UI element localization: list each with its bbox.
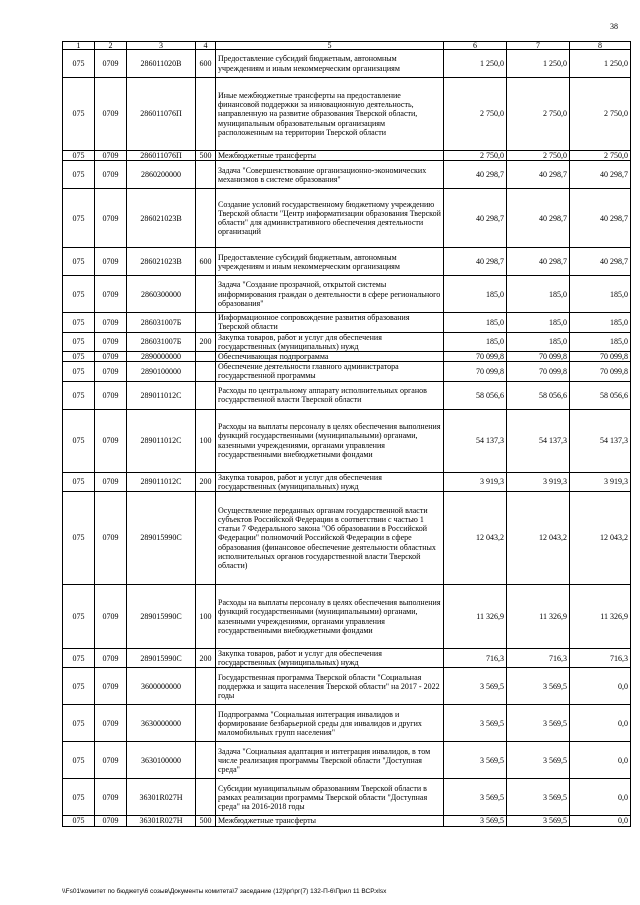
table-row — [63, 276, 631, 313]
code-cell-expense-type — [196, 668, 216, 705]
amount-cell-year-2: 40 298,7 — [507, 161, 570, 189]
table-row — [63, 248, 631, 276]
table-row — [63, 742, 631, 779]
amount-cell-year-1: 185,0 — [444, 332, 507, 351]
description-cell: Задача "Социальная адаптация и интеграция инвалидов, в том числе реализация программы Тверской области "Доступная среда" — [216, 742, 444, 779]
code-cell-section: 0709 — [95, 161, 127, 189]
code-cell-admin: 075 — [63, 276, 95, 313]
code-cell-expense-type — [196, 161, 216, 189]
amount-cell-year-3: 40 298,7 — [570, 189, 631, 248]
header-cell: 2 — [95, 42, 127, 50]
description-cell: Закупка товаров, работ и услуг для обеспечения государственных (муниципальных) нужд — [216, 332, 444, 351]
description-cell: Обеспечение деятельности главного администратора государственной программы — [216, 362, 444, 381]
header-cell: 4 — [196, 42, 216, 50]
code-cell-expense-type — [196, 313, 216, 332]
code-cell-expense-type — [196, 362, 216, 381]
code-cell-expense-type: 600 — [196, 50, 216, 78]
amount-cell-year-3: 0,0 — [570, 705, 631, 742]
header-cell: 6 — [444, 42, 507, 50]
code-cell-admin: 075 — [63, 151, 95, 161]
amount-cell-year-3: 58 056,6 — [570, 381, 631, 409]
amount-cell-year-2: 185,0 — [507, 276, 570, 313]
description-cell: Закупка товаров, работ и услуг для обеспечения государственных (муниципальных) нужд — [216, 472, 444, 491]
code-cell-section: 0709 — [95, 705, 127, 742]
budget-table — [62, 41, 631, 827]
description-cell: Предоставление субсидий бюджетным, автономным учреждениям и иным некоммерческим организациям — [216, 248, 444, 276]
table-row — [63, 352, 631, 362]
amount-cell-year-2: 3 569,5 — [507, 742, 570, 779]
header-cell: 5 — [216, 42, 444, 50]
amount-cell-year-2: 70 099,8 — [507, 362, 570, 381]
amount-cell-year-2: 2 750,0 — [507, 151, 570, 161]
amount-cell-year-3: 185,0 — [570, 276, 631, 313]
description-cell: Расходы по центральному аппарату исполнительных органов государственной власти Тверской области — [216, 381, 444, 409]
code-cell-section: 0709 — [95, 492, 127, 585]
code-cell-expense-type — [196, 742, 216, 779]
code-cell-expense-type — [196, 352, 216, 362]
description-cell: Задача "Совершенствование организационно-экономических механизмов в системе образования" — [216, 161, 444, 189]
code-cell-section: 0709 — [95, 352, 127, 362]
amount-cell-year-3: 0,0 — [570, 779, 631, 816]
table-row — [63, 668, 631, 705]
code-cell-admin: 075 — [63, 472, 95, 491]
table-row — [63, 472, 631, 491]
code-cell-expense-type — [196, 189, 216, 248]
code-cell-section: 0709 — [95, 332, 127, 351]
table-body — [63, 50, 631, 827]
amount-cell-year-1: 3 919,3 — [444, 472, 507, 491]
code-cell-target: 289015990С — [127, 492, 196, 585]
header-row — [63, 42, 631, 50]
amount-cell-year-1: 3 569,5 — [444, 779, 507, 816]
amount-cell-year-3: 70 099,8 — [570, 352, 631, 362]
amount-cell-year-1: 1 250,0 — [444, 50, 507, 78]
amount-cell-year-2: 3 569,5 — [507, 668, 570, 705]
code-cell-target: 289015990С — [127, 649, 196, 668]
amount-cell-year-2: 11 326,9 — [507, 585, 570, 649]
code-cell-target: 2890100000 — [127, 362, 196, 381]
code-cell-target: 2860300000 — [127, 276, 196, 313]
amount-cell-year-1: 40 298,7 — [444, 189, 507, 248]
amount-cell-year-3: 1 250,0 — [570, 50, 631, 78]
code-cell-target: 286021023В — [127, 248, 196, 276]
code-cell-section: 0709 — [95, 362, 127, 381]
code-cell-target: 289011012С — [127, 409, 196, 472]
code-cell-expense-type: 100 — [196, 409, 216, 472]
table-row — [63, 492, 631, 585]
amount-cell-year-2: 70 099,8 — [507, 352, 570, 362]
table-row — [63, 151, 631, 161]
header-cell: 3 — [127, 42, 196, 50]
code-cell-section: 0709 — [95, 472, 127, 491]
code-cell-section: 0709 — [95, 668, 127, 705]
amount-cell-year-3: 70 099,8 — [570, 362, 631, 381]
amount-cell-year-1: 70 099,8 — [444, 362, 507, 381]
code-cell-expense-type — [196, 381, 216, 409]
table-row — [63, 362, 631, 381]
code-cell-admin: 075 — [63, 78, 95, 151]
code-cell-admin: 075 — [63, 313, 95, 332]
code-cell-expense-type — [196, 492, 216, 585]
amount-cell-year-1: 185,0 — [444, 313, 507, 332]
code-cell-target: 3600000000 — [127, 668, 196, 705]
amount-cell-year-2: 716,3 — [507, 649, 570, 668]
code-cell-admin: 075 — [63, 248, 95, 276]
table-row — [63, 649, 631, 668]
code-cell-target: 286011020В — [127, 50, 196, 78]
amount-cell-year-1: 3 569,5 — [444, 668, 507, 705]
code-cell-section: 0709 — [95, 313, 127, 332]
amount-cell-year-1: 54 137,3 — [444, 409, 507, 472]
table-row — [63, 161, 631, 189]
code-cell-section: 0709 — [95, 381, 127, 409]
table-row — [63, 585, 631, 649]
amount-cell-year-3: 11 326,9 — [570, 585, 631, 649]
code-cell-section: 0709 — [95, 409, 127, 472]
description-cell: Подпрограмма "Социальная интеграция инвалидов и формирование безбарьерной среды для инвалидов и других маломобильных групп населения" — [216, 705, 444, 742]
page-number: 38 — [610, 22, 618, 31]
code-cell-admin: 075 — [63, 492, 95, 585]
code-cell-admin: 075 — [63, 649, 95, 668]
code-cell-expense-type: 200 — [196, 332, 216, 351]
amount-cell-year-3: 185,0 — [570, 332, 631, 351]
amount-cell-year-1: 716,3 — [444, 649, 507, 668]
amount-cell-year-2: 185,0 — [507, 332, 570, 351]
code-cell-section: 0709 — [95, 816, 127, 826]
description-cell: Расходы на выплаты персоналу в целях обеспечения выполнения функций государственными (муниципальными) органами, казенными учреждениями, органами управления государственными внебюджетными фондами — [216, 585, 444, 649]
amount-cell-year-1: 185,0 — [444, 276, 507, 313]
description-cell: Государственная программа Тверской области "Социальная поддержка и защита населения Тверской области" на 2017 - 2022 годы — [216, 668, 444, 705]
code-cell-target: 3630100000 — [127, 742, 196, 779]
amount-cell-year-1: 2 750,0 — [444, 78, 507, 151]
amount-cell-year-2: 3 569,5 — [507, 816, 570, 826]
description-cell: Создание условий государственному бюджетному учреждению Тверской области "Центр информатизации образования Тверской области" для административного обеспечения деятельности организаций — [216, 189, 444, 248]
table-row — [63, 705, 631, 742]
code-cell-admin: 075 — [63, 50, 95, 78]
code-cell-target: 2860200000 — [127, 161, 196, 189]
code-cell-section: 0709 — [95, 276, 127, 313]
header-cell: 1 — [63, 42, 95, 50]
table-row — [63, 381, 631, 409]
amount-cell-year-1: 3 569,5 — [444, 816, 507, 826]
code-cell-admin: 075 — [63, 705, 95, 742]
amount-cell-year-2: 3 569,5 — [507, 705, 570, 742]
code-cell-admin: 075 — [63, 189, 95, 248]
code-cell-expense-type — [196, 78, 216, 151]
amount-cell-year-2: 3 919,3 — [507, 472, 570, 491]
header-cell: 8 — [570, 42, 631, 50]
amount-cell-year-1: 2 750,0 — [444, 151, 507, 161]
amount-cell-year-1: 40 298,7 — [444, 161, 507, 189]
code-cell-expense-type: 500 — [196, 816, 216, 826]
code-cell-expense-type: 100 — [196, 585, 216, 649]
amount-cell-year-1: 70 099,8 — [444, 352, 507, 362]
amount-cell-year-3: 40 298,7 — [570, 161, 631, 189]
code-cell-section: 0709 — [95, 742, 127, 779]
amount-cell-year-1: 3 569,5 — [444, 742, 507, 779]
description-cell: Расходы на выплаты персоналу в целях обеспечения выполнения функций государственными (муниципальными) органами, казенными учреждениями, органами управления государственными внебюджетными фондами — [216, 409, 444, 472]
code-cell-admin: 075 — [63, 585, 95, 649]
code-cell-admin: 075 — [63, 362, 95, 381]
code-cell-expense-type: 500 — [196, 151, 216, 161]
code-cell-target: 36301R027Н — [127, 779, 196, 816]
amount-cell-year-3: 2 750,0 — [570, 151, 631, 161]
code-cell-target: 289015990С — [127, 585, 196, 649]
table-row — [63, 332, 631, 351]
description-cell: Межбюджетные трансферты — [216, 816, 444, 826]
code-cell-expense-type — [196, 705, 216, 742]
code-cell-section: 0709 — [95, 248, 127, 276]
code-cell-section: 0709 — [95, 50, 127, 78]
amount-cell-year-2: 3 569,5 — [507, 779, 570, 816]
code-cell-admin: 075 — [63, 668, 95, 705]
code-cell-admin: 075 — [63, 816, 95, 826]
code-cell-target: 286011076П — [127, 151, 196, 161]
amount-cell-year-1: 58 056,6 — [444, 381, 507, 409]
amount-cell-year-2: 185,0 — [507, 313, 570, 332]
amount-cell-year-1: 40 298,7 — [444, 248, 507, 276]
amount-cell-year-3: 0,0 — [570, 742, 631, 779]
code-cell-target: 286011076П — [127, 78, 196, 151]
code-cell-expense-type: 200 — [196, 472, 216, 491]
amount-cell-year-1: 12 043,2 — [444, 492, 507, 585]
amount-cell-year-3: 54 137,3 — [570, 409, 631, 472]
code-cell-section: 0709 — [95, 649, 127, 668]
amount-cell-year-2: 58 056,6 — [507, 381, 570, 409]
code-cell-target: 286021023В — [127, 189, 196, 248]
code-cell-target: 289011012С — [127, 472, 196, 491]
code-cell-expense-type — [196, 276, 216, 313]
code-cell-section: 0709 — [95, 151, 127, 161]
code-cell-expense-type — [196, 779, 216, 816]
amount-cell-year-3: 2 750,0 — [570, 78, 631, 151]
code-cell-admin: 075 — [63, 352, 95, 362]
amount-cell-year-3: 0,0 — [570, 816, 631, 826]
file-path-footer: \\Fs01\комитет по бюджету\6 созыв\Документы комитета\7 заседание (12)\рг\рг(7) 132-П-6\Прил 11 ВСР.xlsx — [62, 888, 387, 895]
code-cell-target: 289011012С — [127, 381, 196, 409]
description-cell: Задача "Создание прозрачной, открытой системы информирования граждан о деятельности в сфере регионального образования" — [216, 276, 444, 313]
table-row — [63, 779, 631, 816]
code-cell-admin: 075 — [63, 161, 95, 189]
table-row — [63, 816, 631, 826]
amount-cell-year-1: 11 326,9 — [444, 585, 507, 649]
amount-cell-year-3: 12 043,2 — [570, 492, 631, 585]
table-row — [63, 313, 631, 332]
code-cell-admin: 075 — [63, 779, 95, 816]
amount-cell-year-2: 40 298,7 — [507, 189, 570, 248]
table-row — [63, 189, 631, 248]
amount-cell-year-1: 3 569,5 — [444, 705, 507, 742]
amount-cell-year-2: 54 137,3 — [507, 409, 570, 472]
description-cell: Иные межбюджетные трансферты на предоставление финансовой поддержки за инновационную деятельность, направленную на развитие образования Тверской области, муниципальным образовательным организациям расположенным на территории Тверской области — [216, 78, 444, 151]
description-cell: Предоставление субсидий бюджетным, автономным учреждениям и иным некоммерческим организациям — [216, 50, 444, 78]
amount-cell-year-3: 3 919,3 — [570, 472, 631, 491]
amount-cell-year-2: 12 043,2 — [507, 492, 570, 585]
description-cell: Закупка товаров, работ и услуг для обеспечения государственных (муниципальных) нужд — [216, 649, 444, 668]
amount-cell-year-2: 40 298,7 — [507, 248, 570, 276]
description-cell: Обеспечивающая подпрограмма — [216, 352, 444, 362]
code-cell-admin: 075 — [63, 332, 95, 351]
code-cell-target: 3630000000 — [127, 705, 196, 742]
code-cell-target: 2890000000 — [127, 352, 196, 362]
header-cell: 7 — [507, 42, 570, 50]
description-cell: Осуществление переданных органам государственной власти субъектов Российской Федерации в соответствии с частью 1 статьи 7 Федерального закона "Об образовании в Российской Федерации" полномочий Российской Федерации в сфере образования (финансовое обеспечение деятельности областных исполнительных органов государственной власти Тверской области) — [216, 492, 444, 585]
code-cell-admin: 075 — [63, 381, 95, 409]
description-cell: Межбюджетные трансферты — [216, 151, 444, 161]
table-row — [63, 78, 631, 151]
code-cell-expense-type: 200 — [196, 649, 216, 668]
code-cell-section: 0709 — [95, 585, 127, 649]
amount-cell-year-3: 40 298,7 — [570, 248, 631, 276]
table-row — [63, 50, 631, 78]
amount-cell-year-3: 716,3 — [570, 649, 631, 668]
code-cell-target: 286031007Б — [127, 313, 196, 332]
code-cell-target: 36301R027Н — [127, 816, 196, 826]
code-cell-admin: 075 — [63, 409, 95, 472]
amount-cell-year-2: 2 750,0 — [507, 78, 570, 151]
amount-cell-year-3: 0,0 — [570, 668, 631, 705]
description-cell: Информационное сопровождение развития образования Тверской области — [216, 313, 444, 332]
amount-cell-year-3: 185,0 — [570, 313, 631, 332]
code-cell-target: 286031007Б — [127, 332, 196, 351]
code-cell-section: 0709 — [95, 78, 127, 151]
table-row — [63, 409, 631, 472]
amount-cell-year-2: 1 250,0 — [507, 50, 570, 78]
code-cell-section: 0709 — [95, 779, 127, 816]
description-cell: Субсидии муниципальным образованиям Тверской области в рамках реализации программы Тверской области "Доступная среда" на 2016-2018 годы — [216, 779, 444, 816]
code-cell-admin: 075 — [63, 742, 95, 779]
code-cell-expense-type: 600 — [196, 248, 216, 276]
code-cell-section: 0709 — [95, 189, 127, 248]
